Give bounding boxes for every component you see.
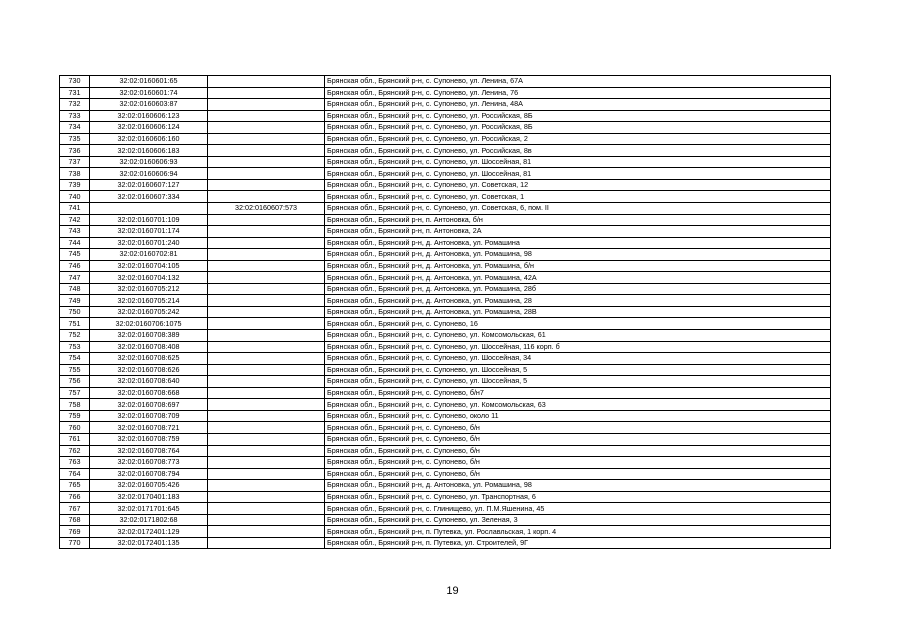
cadastral-number-alt-cell: [208, 306, 325, 318]
property-table: [59, 75, 831, 549]
address-cell: Брянская обл., Брянский р-н, с. Супонево, б/н: [325, 433, 831, 445]
address-cell: Брянская обл., Брянский р-н, с. Супонево, б/н: [325, 468, 831, 480]
address-cell: Брянская обл., Брянский р-н, д. Антоновка, ул. Ромашина, 42А: [325, 272, 831, 284]
table-row: [60, 260, 831, 272]
cadastral-number-alt-cell: [208, 133, 325, 145]
table-row: [60, 110, 831, 122]
cadastral-number-alt-cell: [208, 422, 325, 434]
table-row: [60, 330, 831, 342]
cadastral-number-alt-cell: [208, 433, 325, 445]
table-row: [60, 526, 831, 538]
cadastral-number-alt-cell: [208, 214, 325, 226]
row-number-cell: 741: [60, 203, 90, 215]
row-number-cell: 731: [60, 87, 90, 99]
table-row: [60, 422, 831, 434]
row-number-cell: 751: [60, 318, 90, 330]
cadastral-number-cell: 32:02:0172401:135: [90, 537, 208, 549]
address-cell: Брянская обл., Брянский р-н, п. Путевка, ул. Строителей, 9Г: [325, 537, 831, 549]
address-cell: Брянская обл., Брянский р-н, с. Супонево, б/н: [325, 422, 831, 434]
cadastral-number-cell: 32:02:0160607:127: [90, 179, 208, 191]
table-row: [60, 376, 831, 388]
address-cell: Брянская обл., Брянский р-н, с. Супонево, б/н7: [325, 387, 831, 399]
address-cell: Брянская обл., Брянский р-н, д. Антоновка, ул. Ромашина, 98: [325, 249, 831, 261]
row-number-cell: 750: [60, 306, 90, 318]
cadastral-number-cell: 32:02:0160606:93: [90, 156, 208, 168]
row-number-cell: 769: [60, 526, 90, 538]
address-cell: Брянская обл., Брянский р-н, с. Супонево, ул. Советская, 6, пом. II: [325, 203, 831, 215]
row-number-cell: 755: [60, 364, 90, 376]
cadastral-number-cell: 32:02:0160708:794: [90, 468, 208, 480]
cadastral-number-alt-cell: [208, 110, 325, 122]
cadastral-number-alt-cell: [208, 353, 325, 365]
row-number-cell: 749: [60, 295, 90, 307]
row-number-cell: 767: [60, 503, 90, 515]
row-number-cell: 740: [60, 191, 90, 203]
table-row: [60, 145, 831, 157]
cadastral-number-alt-cell: [208, 387, 325, 399]
table-row: [60, 76, 831, 88]
address-cell: Брянская обл., Брянский р-н, д. Антоновка, ул. Ромашина, 28В: [325, 306, 831, 318]
table-row: [60, 168, 831, 180]
row-number-cell: 768: [60, 514, 90, 526]
cadastral-number-alt-cell: [208, 491, 325, 503]
cadastral-number-cell: 32:02:0160601:74: [90, 87, 208, 99]
table-row: [60, 353, 831, 365]
cadastral-number-alt-cell: [208, 122, 325, 134]
address-cell: Брянская обл., Брянский р-н, с. Глинищево, ул. П.М.Яшенина, 45: [325, 503, 831, 515]
row-number-cell: 758: [60, 399, 90, 411]
cadastral-number-alt-cell: [208, 537, 325, 549]
table-row: [60, 514, 831, 526]
row-number-cell: 753: [60, 341, 90, 353]
cadastral-number-alt-cell: [208, 156, 325, 168]
address-cell: Брянская обл., Брянский р-н, с. Супонево, ул. Шоссейная, 5: [325, 364, 831, 376]
cadastral-number-cell: 32:02:0160708:709: [90, 410, 208, 422]
table-row: [60, 122, 831, 134]
table-row: [60, 306, 831, 318]
cadastral-number-cell: 32:02:0160708:764: [90, 445, 208, 457]
cadastral-number-alt-cell: [208, 179, 325, 191]
cadastral-number-cell: 32:02:0160708:626: [90, 364, 208, 376]
row-number-cell: 734: [60, 122, 90, 134]
cadastral-number-alt-cell: [208, 260, 325, 272]
row-number-cell: 760: [60, 422, 90, 434]
cadastral-number-cell: 32:02:0160606:94: [90, 168, 208, 180]
row-number-cell: 759: [60, 410, 90, 422]
table-row: [60, 156, 831, 168]
row-number-cell: 752: [60, 330, 90, 342]
table-row: [60, 457, 831, 469]
cadastral-number-cell: 32:02:0171802:68: [90, 514, 208, 526]
row-number-cell: 748: [60, 283, 90, 295]
table-row: [60, 503, 831, 515]
cadastral-number-alt-cell: [208, 191, 325, 203]
cadastral-number-cell: 32:02:0160607:334: [90, 191, 208, 203]
row-number-cell: 745: [60, 249, 90, 261]
table-row: [60, 99, 831, 111]
cadastral-number-alt-cell: [208, 272, 325, 284]
table-row: [60, 399, 831, 411]
row-number-cell: 743: [60, 226, 90, 238]
row-number-cell: 763: [60, 457, 90, 469]
address-cell: Брянская обл., Брянский р-н, п. Путевка, ул. Рославльская, 1 корп. 4: [325, 526, 831, 538]
cadastral-number-alt-cell: [208, 87, 325, 99]
cadastral-number-alt-cell: [208, 318, 325, 330]
cadastral-number-alt-cell: [208, 503, 325, 515]
row-number-cell: 765: [60, 480, 90, 492]
cadastral-number-alt-cell: [208, 457, 325, 469]
cadastral-number-alt-cell: [208, 226, 325, 238]
table-row: [60, 249, 831, 261]
cadastral-number-alt-cell: [208, 99, 325, 111]
cadastral-number-alt-cell: [208, 168, 325, 180]
address-cell: Брянская обл., Брянский р-н, с. Супонево, ул. Советская, 1: [325, 191, 831, 203]
cadastral-number-alt-cell: [208, 376, 325, 388]
row-number-cell: 762: [60, 445, 90, 457]
address-cell: Брянская обл., Брянский р-н, с. Супонево, ул. Зеленая, 3: [325, 514, 831, 526]
address-cell: Брянская обл., Брянский р-н, с. Супонево, ул. Транспортная, 6: [325, 491, 831, 503]
cadastral-number-alt-cell: [208, 330, 325, 342]
table-row: [60, 179, 831, 191]
cadastral-number-cell: 32:02:0160705:426: [90, 480, 208, 492]
cadastral-number-cell: 32:02:0160705:242: [90, 306, 208, 318]
row-number-cell: 739: [60, 179, 90, 191]
address-cell: Брянская обл., Брянский р-н, с. Супонево, ул. Российская, 8в: [325, 145, 831, 157]
table-row: [60, 480, 831, 492]
table-row: [60, 468, 831, 480]
table-row: [60, 133, 831, 145]
cadastral-number-cell: 32:02:0160708:773: [90, 457, 208, 469]
cadastral-number-alt-cell: 32:02:0160607:573: [208, 203, 325, 215]
address-cell: Брянская обл., Брянский р-н, с. Супонево, ул. Шоссейная, 116 корп. б: [325, 341, 831, 353]
cadastral-number-cell: 32:02:0160708:721: [90, 422, 208, 434]
address-cell: Брянская обл., Брянский р-н, с. Супонево, ул. Ленина, 67А: [325, 76, 831, 88]
cadastral-number-alt-cell: [208, 399, 325, 411]
cadastral-number-alt-cell: [208, 283, 325, 295]
cadastral-number-cell: 32:02:0160705:214: [90, 295, 208, 307]
address-cell: Брянская обл., Брянский р-н, с. Супонево, ул. Советская, 12: [325, 179, 831, 191]
row-number-cell: 770: [60, 537, 90, 549]
cadastral-number-alt-cell: [208, 514, 325, 526]
address-cell: Брянская обл., Брянский р-н, с. Супонево, ул. Комсомольская, 63: [325, 399, 831, 411]
table-row: [60, 226, 831, 238]
cadastral-number-cell: 32:02:0160704:105: [90, 260, 208, 272]
address-cell: Брянская обл., Брянский р-н, с. Супонево, б/н: [325, 445, 831, 457]
cadastral-number-alt-cell: [208, 410, 325, 422]
cadastral-number-alt-cell: [208, 341, 325, 353]
row-number-cell: 757: [60, 387, 90, 399]
address-cell: Брянская обл., Брянский р-н, с. Супонево, ул. Шоссейная, 81: [325, 156, 831, 168]
cadastral-number-alt-cell: [208, 295, 325, 307]
address-cell: Брянская обл., Брянский р-н, д. Антоновка, ул. Ромашина, 28: [325, 295, 831, 307]
cadastral-number-cell: 32:02:0160704:132: [90, 272, 208, 284]
cadastral-number-cell: 32:02:0160708:668: [90, 387, 208, 399]
cadastral-number-cell: 32:02:0160606:160: [90, 133, 208, 145]
cadastral-number-alt-cell: [208, 445, 325, 457]
table-row: [60, 364, 831, 376]
cadastral-number-cell: 32:02:0160701:174: [90, 226, 208, 238]
row-number-cell: 730: [60, 76, 90, 88]
address-cell: Брянская обл., Брянский р-н, с. Супонево, ул. Шоссейная, 5: [325, 376, 831, 388]
cadastral-number-cell: 32:02:0171701:645: [90, 503, 208, 515]
cadastral-number-alt-cell: [208, 145, 325, 157]
cadastral-number-cell: 32:02:0160701:240: [90, 237, 208, 249]
cadastral-number-cell: 32:02:0160708:640: [90, 376, 208, 388]
table-row: [60, 272, 831, 284]
cadastral-number-cell: [90, 203, 208, 215]
row-number-cell: 764: [60, 468, 90, 480]
cadastral-number-alt-cell: [208, 76, 325, 88]
cadastral-number-cell: 32:02:0160708:625: [90, 353, 208, 365]
address-cell: Брянская обл., Брянский р-н, с. Супонево, около 11: [325, 410, 831, 422]
row-number-cell: 742: [60, 214, 90, 226]
address-cell: Брянская обл., Брянский р-н, с. Супонево, ул. Шоссейная, 34: [325, 353, 831, 365]
row-number-cell: 736: [60, 145, 90, 157]
row-number-cell: 754: [60, 353, 90, 365]
cadastral-number-cell: 32:02:0172401:129: [90, 526, 208, 538]
table-row: [60, 491, 831, 503]
address-cell: Брянская обл., Брянский р-н, с. Супонево, ул. Ленина, 76: [325, 87, 831, 99]
cadastral-number-alt-cell: [208, 480, 325, 492]
row-number-cell: 733: [60, 110, 90, 122]
table-row: [60, 433, 831, 445]
address-cell: Брянская обл., Брянский р-н, с. Супонево, 16: [325, 318, 831, 330]
cadastral-number-cell: 32:02:0160701:109: [90, 214, 208, 226]
address-cell: Брянская обл., Брянский р-н, д. Антоновка, ул. Ромашина, 28б: [325, 283, 831, 295]
address-cell: Брянская обл., Брянский р-н, д. Антоновка, ул. Ромашина, б/н: [325, 260, 831, 272]
cadastral-number-cell: 32:02:0160708:759: [90, 433, 208, 445]
table-row: [60, 387, 831, 399]
row-number-cell: 744: [60, 237, 90, 249]
row-number-cell: 732: [60, 99, 90, 111]
table-row: [60, 341, 831, 353]
cadastral-number-alt-cell: [208, 249, 325, 261]
page-number: 19: [446, 585, 459, 597]
table-row: [60, 214, 831, 226]
cadastral-number-cell: 32:02:0160606:124: [90, 122, 208, 134]
address-cell: Брянская обл., Брянский р-н, д. Антоновка, ул. Ромашина: [325, 237, 831, 249]
address-cell: Брянская обл., Брянский р-н, с. Супонево, ул. Российская, 8Б: [325, 122, 831, 134]
row-number-cell: 746: [60, 260, 90, 272]
cadastral-number-cell: 32:02:0160708:697: [90, 399, 208, 411]
cadastral-number-cell: 32:02:0160705:212: [90, 283, 208, 295]
address-cell: Брянская обл., Брянский р-н, п. Антоновка, б/н: [325, 214, 831, 226]
table-row: [60, 203, 831, 215]
cadastral-number-cell: 32:02:0160601:65: [90, 76, 208, 88]
cadastral-number-alt-cell: [208, 237, 325, 249]
address-cell: Брянская обл., Брянский р-н, с. Супонево, б/н: [325, 457, 831, 469]
cadastral-number-alt-cell: [208, 526, 325, 538]
cadastral-number-cell: 32:02:0160606:123: [90, 110, 208, 122]
cadastral-number-cell: 32:02:0160603:87: [90, 99, 208, 111]
property-table-body: [60, 76, 831, 549]
table-row: [60, 445, 831, 457]
row-number-cell: 735: [60, 133, 90, 145]
table-row: [60, 295, 831, 307]
address-cell: Брянская обл., Брянский р-н, д. Антоновка, ул. Ромашина, 98: [325, 480, 831, 492]
address-cell: Брянская обл., Брянский р-н, с. Супонево, ул. Комсомольская, 61: [325, 330, 831, 342]
address-cell: Брянская обл., Брянский р-н, с. Супонево, ул. Шоссейная, 81: [325, 168, 831, 180]
address-cell: Брянская обл., Брянский р-н, п. Антоновка, 2А: [325, 226, 831, 238]
table-row: [60, 410, 831, 422]
cadastral-number-cell: 32:02:0160702:81: [90, 249, 208, 261]
cadastral-number-cell: 32:02:0160708:389: [90, 330, 208, 342]
cadastral-number-cell: 32:02:0160606:183: [90, 145, 208, 157]
row-number-cell: 747: [60, 272, 90, 284]
cadastral-number-alt-cell: [208, 364, 325, 376]
cadastral-number-alt-cell: [208, 468, 325, 480]
table-row: [60, 283, 831, 295]
table-row: [60, 537, 831, 549]
table-row: [60, 191, 831, 203]
row-number-cell: 761: [60, 433, 90, 445]
row-number-cell: 738: [60, 168, 90, 180]
cadastral-number-cell: 32:02:0160708:408: [90, 341, 208, 353]
cadastral-number-cell: 32:02:0170401:183: [90, 491, 208, 503]
row-number-cell: 766: [60, 491, 90, 503]
table-row: [60, 318, 831, 330]
row-number-cell: 756: [60, 376, 90, 388]
table-row: [60, 237, 831, 249]
address-cell: Брянская обл., Брянский р-н, с. Супонево, ул. Ленина, 48А: [325, 99, 831, 111]
row-number-cell: 737: [60, 156, 90, 168]
address-cell: Брянская обл., Брянский р-н, с. Супонево, ул. Российская, 8Б: [325, 110, 831, 122]
cadastral-number-cell: 32:02:0160706:1075: [90, 318, 208, 330]
table-row: [60, 87, 831, 99]
address-cell: Брянская обл., Брянский р-н, с. Супонево, ул. Российская, 2: [325, 133, 831, 145]
